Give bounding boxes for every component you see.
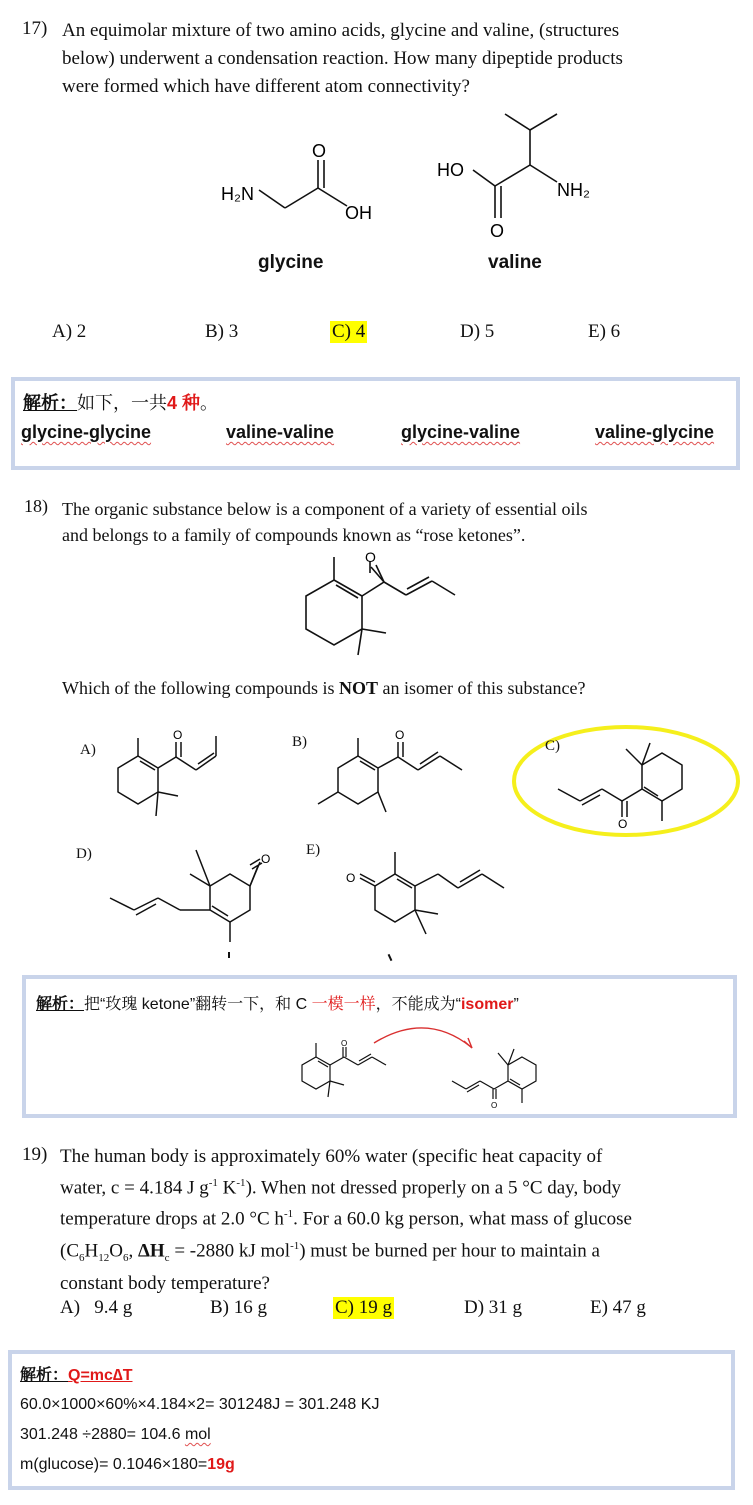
q17-option-a[interactable]: A) 2 [52,321,87,342]
q19-line-4-e: = -2880 kJ mol [169,1239,291,1261]
q19-line-4-c: O [109,1239,123,1261]
q18-option-b-structure[interactable] [310,728,480,828]
valine-o-label: O [490,221,505,241]
q18-line-1: The organic substance below is a component of a variety of essential oils [62,499,588,519]
q18-question-not: NOT [338,678,378,698]
q17-option-e[interactable]: E) 6 [588,321,621,342]
q17-line-1: An equimolar mixture of two amino acids, glycine and valine, (structures [62,20,620,41]
q18-option-d-tick [228,952,230,958]
q19-line-4-sub-1: 6 [79,1251,85,1264]
q18-option-b-o-label: O [395,728,405,742]
q19-explanation-line-2-a: 301.248 ÷2880= 104.6 [20,1426,185,1443]
q18-explanation-line [36,991,519,1014]
q19-line-4-sub-2: 12 [98,1251,110,1264]
valine-ho-label: HO [437,160,464,180]
q19-line-2-a: water, c = 4.184 J g [60,1177,209,1199]
q19-line-4-d: , [128,1239,138,1261]
q19-option-d[interactable]: D) 31 g [464,1297,523,1318]
valine-structure [435,100,615,245]
q17-explanation-box [11,377,740,470]
q18-number: 18) [24,496,48,516]
q17-option-b[interactable]: B) 3 [205,321,239,342]
q17-option-d[interactable]: D) 5 [460,321,495,342]
q18-explanation-isomer: isomer [460,996,514,1013]
q19-line-2-sup-2: -1 [236,1177,246,1189]
q19-explanation-line-3-a: m(glucose)= 0.1046×180= [20,1456,208,1473]
valine-nh2-label: NH₂ [557,180,590,200]
q18-option-a[interactable]: A) [80,742,96,758]
valine-label: valine [488,252,542,273]
q19-option-a[interactable]: A) 9.4 g [60,1297,133,1318]
product-valine-valine: valine-valine [226,422,335,442]
q18-option-a-o-label: O [173,728,183,742]
glycine-h2n-label: H₂N [221,184,254,204]
q19-line-4-a: (C [60,1239,79,1261]
q19-option-e[interactable]: E) 47 g [590,1297,646,1318]
q19-line-5: constant body temperature? [60,1272,270,1294]
q19-explanation-header [20,1362,133,1385]
q19-explanation-box [8,1350,735,1490]
q18-option-a-structure[interactable] [100,728,240,828]
q18-option-e-o-label: O [346,871,356,885]
q19-explanation-label: 解析： [20,1367,69,1384]
q18-explanation-text-2: ，不能成为“ [375,996,461,1013]
product-glycine-glycine: glycine-glycine [21,422,152,442]
q19-option-b[interactable]: B) 16 g [210,1297,267,1318]
q17-text [62,18,742,100]
q19-explanation-result: 19g [207,1456,235,1473]
q18-option-d-ketone [240,845,280,875]
q19-line-4 [60,1233,745,1271]
q19-line-3-a: temperature drops at 2.0 °C h [60,1208,284,1230]
q18-option-c[interactable]: C) [545,738,560,754]
q18-option-c-o-label: O [618,817,628,830]
q19-option-c[interactable]: C) 19 g [335,1297,392,1318]
q19-line-2 [60,1170,745,1201]
q17-explanation-text: 如下，一共 [77,393,167,413]
flip-right-o-label: O [491,1101,498,1110]
q17-explanation-label: 解析： [23,393,77,413]
q19-explanation-line-3 [20,1456,235,1474]
q19-text [60,1144,745,1297]
q18-question-suffix: an isomer of this substance? [377,678,586,698]
q18-text [62,496,742,548]
glycine-oh-label: OH [345,203,372,223]
q17-explanation-period: 。 [200,393,219,413]
glycine-label: glycine [258,252,324,273]
q19-number: 19) [22,1144,48,1165]
q19-line-3-sup: -1 [283,1208,294,1221]
q19-line-1: The human body is approximately 60% water (specific heat capacity of [60,1146,603,1167]
q19-explanation-line-1: 60.0×1000×60%×4.184×2= 301248J = 301.248 KJ [20,1396,380,1413]
q19-line-3 [60,1201,745,1232]
q17-line-2: below) underwent a condensation reaction. How many dipeptide products [62,48,623,69]
q19-line-4-delta: ΔH [137,1239,165,1261]
q18-question-prefix: Which of the following compounds is [62,678,339,698]
q18-flip-illustration [286,1019,576,1114]
q18-option-e-structure[interactable] [340,840,520,960]
q18-option-c-structure[interactable] [550,725,710,830]
q18-explanation-text-1: 把“玫瑰 ketone”翻转一下，和 C [84,996,312,1013]
q19-explanation-formula: Q=mc∆T [68,1367,133,1384]
product-glycine-valine: glycine-valine [401,422,521,442]
product-valine-glycine: valine-glycine [595,422,715,442]
q18-explanation-box [22,975,737,1118]
q19-line-4-f: ) must be burned per hour to maintain a [299,1239,600,1261]
q19-line-4-sup: -1 [290,1239,300,1252]
flip-arrow [374,1028,471,1047]
q18-question [62,675,585,701]
q18-explanation-label: 解析： [36,996,85,1013]
q17-explanation-count: 4 种 [167,393,201,413]
glycine-o-label: O [312,141,327,161]
q17-explanation-line [23,389,218,415]
q19-line-3-b: . For a 60.0 kg person, what mass of glucose [293,1208,632,1230]
q18-option-d-o-label: O [261,852,271,866]
q19-explanation-line-2 [20,1426,211,1444]
q18-option-e[interactable]: E) [306,842,321,858]
q19-line-2-b: K [217,1177,237,1199]
q19-line-4-b: H [84,1239,99,1261]
q17-number: 17) [22,18,48,39]
q18-option-d[interactable]: D) [76,846,92,862]
q19-line-4-sub-3: 6 [122,1251,129,1264]
q17-line-3: were formed which have different atom connectivity? [62,76,470,97]
q19-explanation-line-2-unit: mol [184,1426,211,1443]
q18-explanation-same: 一模一样 [311,996,376,1013]
q19-line-2-c: ). When not dressed properly on a 5 °C day, body [245,1177,621,1199]
q19-line-2-sup-1: -1 [208,1177,218,1189]
rose-ketone-structure [280,545,465,670]
q19-line-4-sub-c: c [164,1251,170,1264]
q18-line-2: and belongs to a family of compounds known as “rose ketones”. [62,525,526,545]
q18-explanation-text-3: ” [513,996,519,1013]
q18-option-b[interactable]: B) [292,734,307,750]
rose-ketone-o-label: O [365,549,376,565]
q17-option-c[interactable]: C) 4 [332,321,366,342]
glycine-structure [215,140,385,240]
flip-left-o-label: O [341,1039,348,1048]
